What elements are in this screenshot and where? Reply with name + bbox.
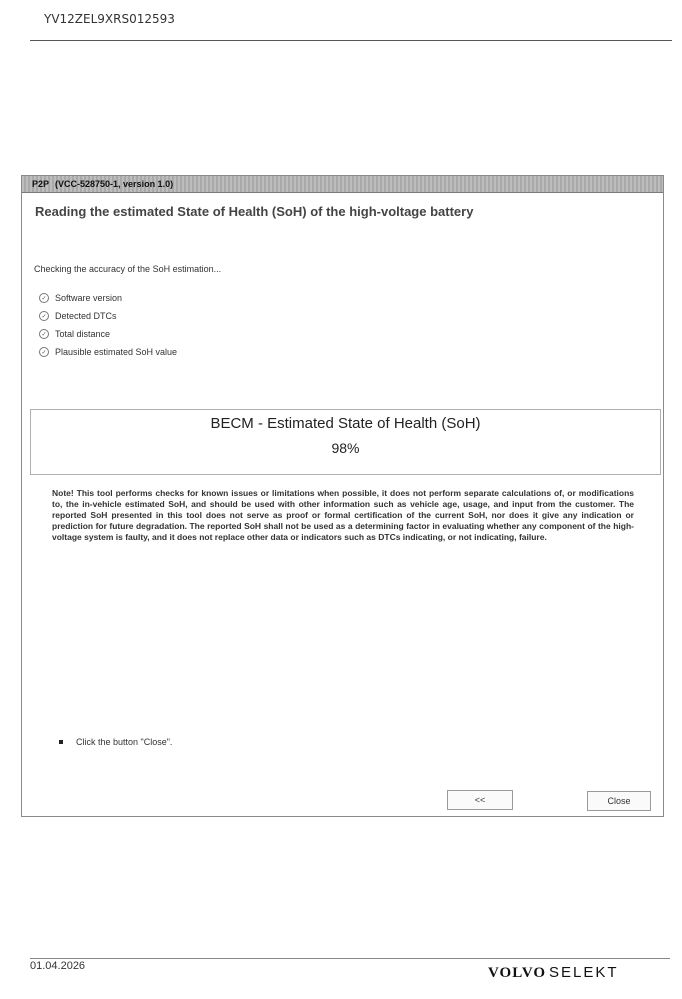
logo-brand: VOLVO	[488, 965, 547, 981]
check-label: Plausible estimated SoH value	[55, 347, 178, 357]
volvo-selekt-logo	[488, 964, 619, 982]
soh-result-box	[30, 409, 661, 475]
disclaimer-note: Note! This tool performs checks for known issues or limitations when possible, it does not perform separate calculations of, or modifications to, the in-vehicle estimated SoH, and should be used with other information such as vehicle age, usage, and input from the customer. The reported SoH presented in this tool does not serve as proof or formal certification of the current SoH, nor does it give any indication or prediction for future degradation. The reported SoH shall not be used as a determining factor in evaluating whether any component of the high-voltage system is faulty, and it does not replace other data or indicators such as DTCs indicating, or not indicating, failure.	[52, 488, 634, 542]
check-circle-icon: ✓	[39, 311, 49, 321]
check-circle-icon: ✓	[39, 329, 49, 339]
instruction-text: Click the button "Close".	[76, 737, 173, 747]
back-button[interactable]: <<	[447, 790, 513, 810]
check-item-total-distance	[39, 325, 177, 343]
check-label: Software version	[55, 293, 123, 303]
soh-result-value: 98%	[331, 440, 360, 456]
soh-result-title: BECM - Estimated State of Health (SoH)	[210, 415, 481, 432]
window-titlebar	[22, 176, 663, 193]
bullet-icon	[59, 740, 63, 744]
top-divider	[30, 40, 672, 41]
title-code: (VCC-528750-1, version 1.0)	[55, 179, 174, 189]
bottom-divider	[30, 958, 670, 959]
check-item-detected-dtcs	[39, 307, 177, 325]
document-date: 01.04.2026	[30, 960, 86, 972]
title-prefix: P2P	[32, 179, 50, 189]
check-label: Detected DTCs	[55, 311, 117, 321]
vin-number: YV12ZEL9XRS012593	[44, 12, 175, 26]
instruction-line	[59, 737, 172, 747]
check-circle-icon: ✓	[39, 293, 49, 303]
check-circle-icon: ✓	[39, 347, 49, 357]
check-list	[39, 289, 177, 361]
check-item-plausible-soh	[39, 343, 177, 361]
logo-sub: SELEKT	[549, 964, 619, 981]
close-button[interactable]: Close	[587, 791, 651, 811]
page-title: Reading the estimated State of Health (SoH) of the high-voltage battery	[35, 204, 474, 219]
diagnostic-window	[21, 175, 664, 817]
check-label: Total distance	[55, 329, 111, 339]
checking-status-text: Checking the accuracy of the SoH estimation...	[34, 264, 222, 274]
check-item-software-version	[39, 289, 177, 307]
